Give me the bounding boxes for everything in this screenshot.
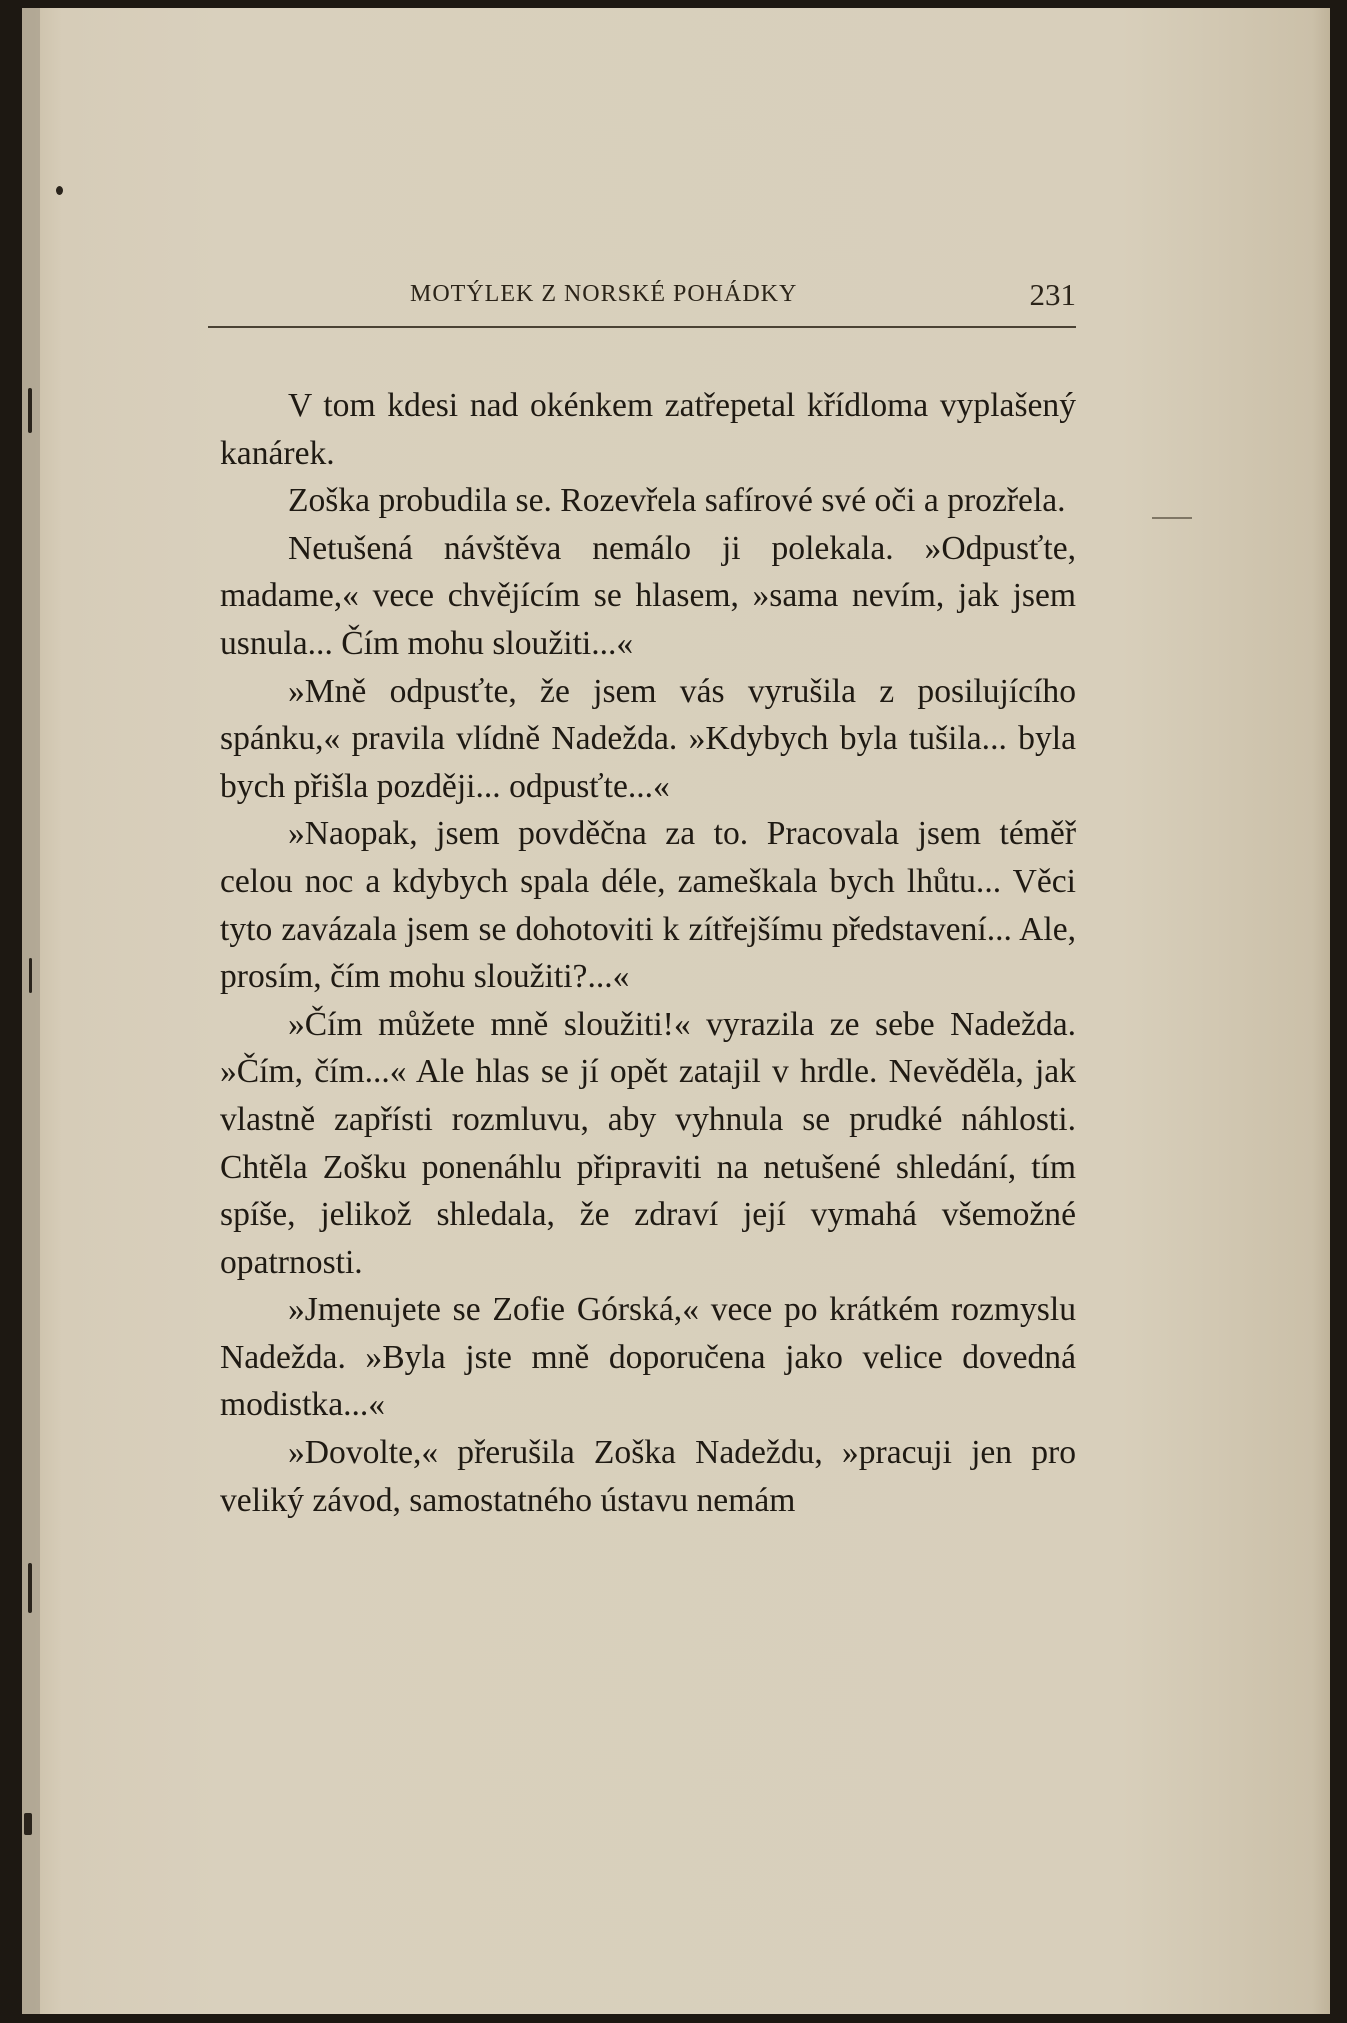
- margin-mark: [28, 1563, 32, 1613]
- margin-dash: [1152, 517, 1192, 519]
- page-gutter: [22, 8, 40, 2014]
- page-number: 231: [1029, 277, 1076, 312]
- paragraph: »Naopak, jsem povděčna za to. Pracovala jsem téměř celou noc a kdybych spala déle, zameškala bych lhůtu... Věci tyto zavázala jsem se dohotoviti k zítřejšímu představení... Ale, prosím, čím mohu sloužiti?...«: [220, 815, 1076, 996]
- body-text: [220, 382, 1076, 1524]
- paragraph: »Mně odpusťte, že jsem vás vyrušila z posilujícího spánku,« pravila vlídně Nadežda. »Kdybych byla tušila... byla bych přišla později... odpusťte...«: [220, 672, 1076, 805]
- paragraph: Netušená návštěva nemálo ji polekala. »Odpusťte, madame,« vece chvějícím se hlasem, »sama nevím, jak jsem usnula... Čím mohu sloužiti...«: [220, 529, 1076, 662]
- paragraph: »Dovolte,« přerušila Zoška Nadeždu, »pracuji jen pro veliký závod, samostatného ústavu nemám: [220, 1434, 1076, 1519]
- running-head: [208, 274, 1076, 328]
- margin-mark: [24, 1813, 32, 1835]
- margin-mark: [56, 186, 63, 195]
- paragraph: V tom kdesi nad okénkem zatřepetal křídloma vyplašený kanárek.: [220, 387, 1076, 472]
- paragraph: Zoška probudila se. Rozevřela safírové své oči a prozřela.: [288, 482, 1066, 520]
- margin-mark: [29, 958, 32, 993]
- book-page: [22, 8, 1330, 2014]
- paragraph: »Čím můžete mně sloužiti!« vyrazila ze sebe Nadežda. »Čím, čím...« Ale hlas se jí opět zatajil v hrdle. Nevěděla, jak vlastně zapřísti rozmluvu, aby vyhnula se prudké náhlosti. Chtěla Zošku ponenáhlu připraviti na netušené shledání, tím spíše, jelikož shledala, že zdraví její vymahá všemožné opatrnosti.: [220, 1005, 1076, 1281]
- paragraph: »Jmenujete se Zofie Górská,« vece po krátkém rozmyslu Nadežda. »Byla jste mně doporučena jako velice dovedná modistka...«: [220, 1291, 1076, 1424]
- chapter-title: MOTÝLEK Z NORSKÉ POHÁDKY: [410, 281, 798, 307]
- margin-mark: [28, 388, 32, 433]
